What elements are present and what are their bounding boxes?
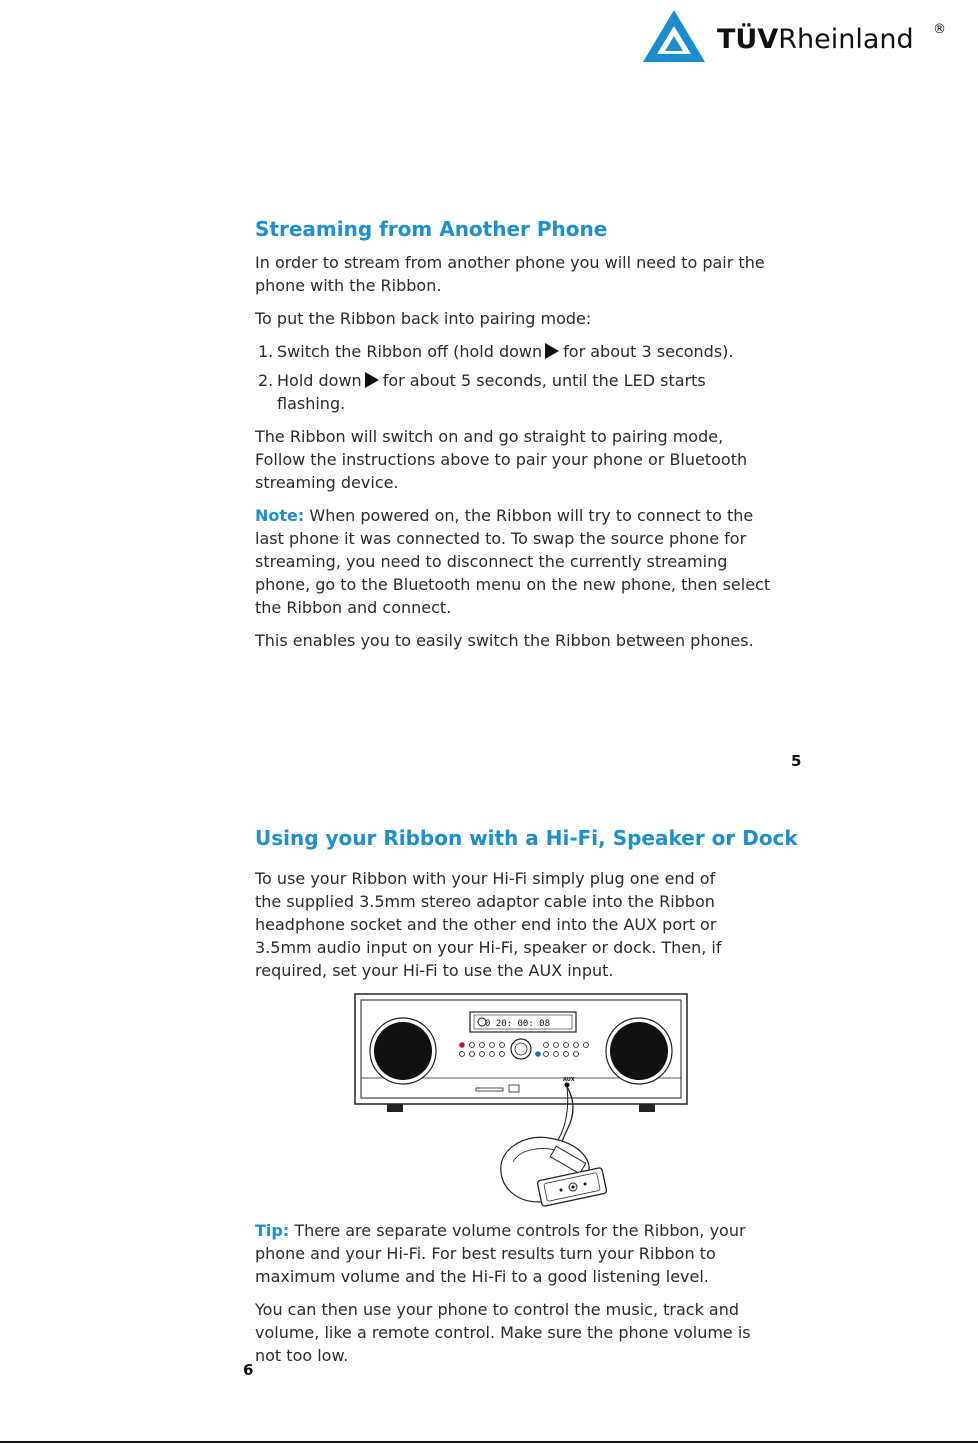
registered-mark: ® (933, 22, 946, 37)
step-number: 1. (258, 342, 274, 361)
switch-on-paragraph: The Ribbon will switch on and go straight to pairing mode, Follow the instructions above to pair your phone or Bluetooth streaming device. (255, 427, 748, 492)
note-label: Note: (255, 506, 305, 525)
closing-paragraph: You can then use your phone to control the music, track and volume, like a remote control. Make sure the phone volume is not too low. (255, 1300, 751, 1365)
section-hifi-tips (255, 1219, 815, 1367)
page-number: 6 (243, 1361, 254, 1379)
step-number: 2. (258, 371, 274, 390)
bottom-divider (0, 1441, 978, 1443)
section-streaming (255, 216, 815, 652)
note-text: When powered on, the Ribbon will try to connect to the last phone it was connected to. To swap the source phone for streaming, you need to disconnect the currently streaming phone, go to the Bluetooth menu on the new phone, then select the Ribbon and connect. (255, 506, 771, 617)
hifi-ribbon-illustration (353, 990, 689, 1212)
step-text-before: Hold down (277, 371, 362, 390)
step-item (255, 340, 815, 363)
tip-paragraph (255, 1219, 815, 1288)
section-title: Streaming from Another Phone (255, 217, 608, 241)
tip-text: There are separate volume controls for the Ribbon, your phone and your Hi-Fi. For best results turn your Ribbon to maximum volume and the Hi-Fi to a good listening level. (255, 1221, 746, 1286)
display-readout: 0 20: 00: 08 (485, 1019, 551, 1029)
note-paragraph (255, 504, 815, 619)
closing-paragraph: This enables you to easily switch the Ribbon between phones. (255, 631, 754, 650)
step-item (255, 369, 815, 415)
logo-rest-text: Rheinland (778, 24, 914, 55)
step-text-after: for about 3 seconds). (563, 342, 734, 361)
intro-paragraph: To use your Ribbon with your Hi-Fi simply plug one end of the supplied 3.5mm stereo adaptor cable into the Ribbon headphone socket and the other end into the AUX port or 3.5mm audio input on your Hi-Fi, speaker or dock. Then, if required, set your Hi-Fi to use the AUX input. (255, 869, 722, 980)
page-number: 5 (791, 752, 802, 770)
logo-bold-text: TÜV (717, 24, 779, 55)
tuv-rheinland-logo (641, 6, 951, 64)
section-hifi (255, 825, 815, 982)
play-icon (365, 372, 379, 388)
section-title: Using your Ribbon with a Hi-Fi, Speaker or Dock (255, 826, 798, 850)
hifi-illustration-graphic (353, 990, 689, 1212)
step-text-after: for about 5 seconds, until the LED starts flashing. (277, 371, 706, 413)
step-text-before: Switch the Ribbon off (hold down (277, 342, 543, 361)
tuv-triangle-logo-icon (641, 8, 707, 64)
play-icon (545, 343, 559, 359)
pairing-steps (255, 340, 815, 415)
logo-wordmark (717, 24, 914, 55)
pairing-lead: To put the Ribbon back into pairing mode: (255, 309, 592, 328)
tip-label: Tip: (255, 1221, 290, 1240)
intro-paragraph: In order to stream from another phone you will need to pair the phone with the Ribbon. (255, 253, 765, 295)
aux-label: AUX (563, 1077, 575, 1083)
